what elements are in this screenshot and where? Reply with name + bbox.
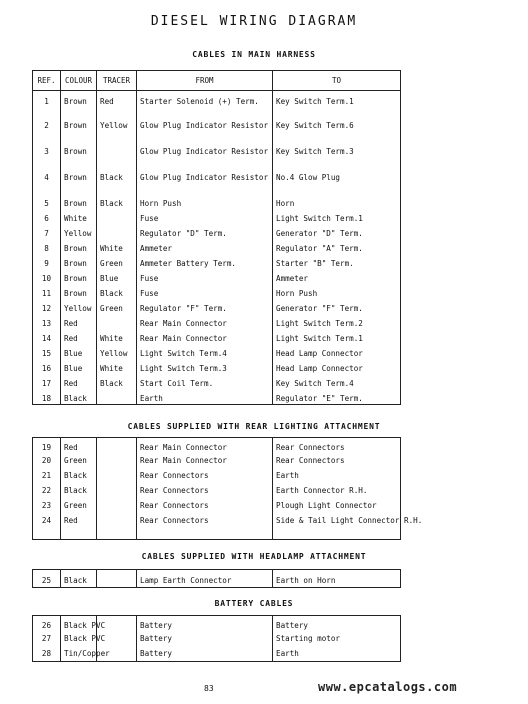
cell-from: Rear Main Connector <box>137 438 273 454</box>
cell-from: Fuse <box>137 270 273 285</box>
cell-ref: 28 <box>33 646 61 661</box>
cell-ref: 8 <box>33 240 61 255</box>
page-title: DIESEL WIRING DIAGRAM <box>150 14 358 29</box>
cell-colour: Blue <box>61 360 97 375</box>
cell-colour: Black PVC <box>61 631 97 646</box>
cell-from: Rear Connectors <box>137 468 273 483</box>
cell-to: Rear Connectors <box>273 453 401 468</box>
cell-colour: Brown <box>61 91 97 117</box>
cell-to: Head Lamp Connector <box>273 345 401 360</box>
table-row <box>33 285 401 300</box>
cell-colour: Brown <box>61 285 97 300</box>
section-heading-rear-lighting: CABLES SUPPLIED WITH REAR LIGHTING ATTACHMENT <box>127 422 381 431</box>
cell-to: Earth on Horn <box>273 570 401 588</box>
cell-to: Key Switch Term.3 <box>273 143 401 169</box>
cell-colour: Blue <box>61 345 97 360</box>
table-row <box>33 210 401 225</box>
cell-from: Battery <box>137 631 273 646</box>
cell-tracer: Black <box>97 375 137 390</box>
cell-from: Glow Plug Indicator Resistor <box>137 143 273 169</box>
cell-ref: 7 <box>33 225 61 240</box>
table-row <box>33 570 401 588</box>
cell-colour: Brown <box>61 270 97 285</box>
cell-tracer <box>97 315 137 330</box>
cell-to: Starting motor <box>273 631 401 646</box>
cell-ref: 16 <box>33 360 61 375</box>
cell-to: Generator "D" Term. <box>273 225 401 240</box>
cell-ref: 3 <box>33 143 61 169</box>
cell-tracer: Green <box>97 255 137 270</box>
cell-tracer: Blue <box>97 270 137 285</box>
cell-ref: 24 <box>33 513 61 539</box>
table-row <box>33 375 401 390</box>
cell-from: Rear Connectors <box>137 513 273 539</box>
cell-colour: Brown <box>61 143 97 169</box>
cell-to: Plough Light Connector <box>273 498 401 513</box>
cell-tracer: Red <box>97 91 137 117</box>
section-heading-main-harness: CABLES IN MAIN HARNESS <box>192 50 316 59</box>
cell-from: Battery <box>137 616 273 632</box>
cell-from: Fuse <box>137 285 273 300</box>
cell-tracer: Black <box>97 285 137 300</box>
cell-ref: 23 <box>33 498 61 513</box>
cell-to: Horn <box>273 195 401 210</box>
cell-from: Battery <box>137 646 273 661</box>
watermark-url: www.epcatalogs.com <box>318 680 458 694</box>
table-row <box>33 169 401 195</box>
cell-tracer: Yellow <box>97 117 137 143</box>
cell-from: Horn Push <box>137 195 273 210</box>
cell-to: Battery <box>273 616 401 632</box>
cell-to: Light Switch Term.1 <box>273 210 401 225</box>
cell-tracer: Green <box>97 300 137 315</box>
cell-tracer <box>97 225 137 240</box>
cell-tracer: White <box>97 360 137 375</box>
cell-from: Lamp Earth Connector <box>137 570 273 588</box>
table-row <box>33 240 401 255</box>
cell-tracer: White <box>97 330 137 345</box>
table-row <box>33 390 401 405</box>
cell-colour: Tin/Copper <box>61 646 97 661</box>
cell-colour: Brown <box>61 195 97 210</box>
header-ref: REF. <box>33 71 61 91</box>
table-row <box>33 330 401 345</box>
cell-tracer: White <box>97 240 137 255</box>
cell-to: Earth Connector R.H. <box>273 483 401 498</box>
cell-ref: 2 <box>33 117 61 143</box>
cell-colour: Green <box>61 498 97 513</box>
cell-colour: Black <box>61 570 97 588</box>
cell-tracer <box>97 498 137 513</box>
cell-to: Horn Push <box>273 285 401 300</box>
section-heading-headlamp: CABLES SUPPLIED WITH HEADLAMP ATTACHMENT <box>141 552 367 561</box>
cell-ref: 4 <box>33 169 61 195</box>
cell-ref: 22 <box>33 483 61 498</box>
table-row <box>33 646 401 661</box>
table-row <box>33 300 401 315</box>
cell-tracer: Black <box>97 169 137 195</box>
cell-to: Earth <box>273 646 401 661</box>
cell-to: Side & Tail Light Connector R.H. <box>273 513 401 539</box>
table-row <box>33 453 401 468</box>
cell-ref: 27 <box>33 631 61 646</box>
cell-to: Earth <box>273 468 401 483</box>
table-row <box>33 255 401 270</box>
cell-ref: 18 <box>33 390 61 405</box>
cell-colour: Red <box>61 330 97 345</box>
cell-from: Rear Main Connector <box>137 315 273 330</box>
table-row <box>33 315 401 330</box>
cell-to: Regulator "A" Term. <box>273 240 401 255</box>
table-header-row <box>33 71 401 91</box>
cell-tracer: Black <box>97 195 137 210</box>
page-number: 83 <box>204 684 214 693</box>
cell-colour: White <box>61 210 97 225</box>
cell-tracer: Yellow <box>97 345 137 360</box>
cell-from: Glow Plug Indicator Resistor <box>137 117 273 143</box>
cell-tracer <box>97 453 137 468</box>
cell-from: Regulator "D" Term. <box>137 225 273 240</box>
table-row <box>33 513 401 539</box>
cell-colour: Black <box>61 468 97 483</box>
cell-to: Starter "B" Term. <box>273 255 401 270</box>
cell-ref: 10 <box>33 270 61 285</box>
cell-ref: 26 <box>33 616 61 632</box>
cell-from: Rear Connectors <box>137 498 273 513</box>
cell-tracer <box>97 483 137 498</box>
cell-from: Rear Main Connector <box>137 330 273 345</box>
section-heading-battery: BATTERY CABLES <box>214 599 294 608</box>
cell-ref: 17 <box>33 375 61 390</box>
main-harness-table <box>32 70 401 405</box>
cell-colour: Brown <box>61 255 97 270</box>
cell-from: Rear Main Connector <box>137 453 273 468</box>
cell-from: Light Switch Term.3 <box>137 360 273 375</box>
table-row <box>33 498 401 513</box>
cell-to: Key Switch Term.1 <box>273 91 401 117</box>
header-tracer: TRACER <box>97 71 137 91</box>
cell-colour: Red <box>61 315 97 330</box>
cell-colour: Brown <box>61 240 97 255</box>
cell-from: Light Switch Term.4 <box>137 345 273 360</box>
cell-tracer <box>97 143 137 169</box>
cell-colour: Black PVC <box>61 616 97 632</box>
table-row <box>33 438 401 454</box>
cell-ref: 14 <box>33 330 61 345</box>
cell-from: Fuse <box>137 210 273 225</box>
battery-table <box>32 615 401 662</box>
rear-lighting-table <box>32 437 423 540</box>
cell-colour: Yellow <box>61 225 97 240</box>
cell-to: Ammeter <box>273 270 401 285</box>
cell-tracer <box>97 468 137 483</box>
cell-from: Glow Plug Indicator Resistor <box>137 169 273 195</box>
cell-from: Start Coil Term. <box>137 375 273 390</box>
cell-tracer <box>97 210 137 225</box>
cell-ref: 15 <box>33 345 61 360</box>
table-row <box>33 143 401 169</box>
cell-tracer <box>97 438 137 454</box>
cell-colour: Brown <box>61 117 97 143</box>
cell-tracer <box>97 513 137 539</box>
cell-to: Generator "F" Term. <box>273 300 401 315</box>
header-colour: COLOUR <box>61 71 97 91</box>
cell-colour: Black <box>61 390 97 405</box>
cell-from: Ammeter <box>137 240 273 255</box>
table-row <box>33 91 401 117</box>
cell-to: Key Switch Term.6 <box>273 117 401 143</box>
cell-to: Regulator "E" Term. <box>273 390 401 405</box>
header-to: TO <box>273 71 401 91</box>
table-row <box>33 270 401 285</box>
cell-tracer <box>97 570 137 588</box>
cell-colour: Green <box>61 453 97 468</box>
cell-colour: Black <box>61 483 97 498</box>
cell-from: Earth <box>137 390 273 405</box>
header-from: FROM <box>137 71 273 91</box>
cell-ref: 11 <box>33 285 61 300</box>
cell-colour: Brown <box>61 169 97 195</box>
cell-to: No.4 Glow Plug <box>273 169 401 195</box>
cell-from: Ammeter Battery Term. <box>137 255 273 270</box>
table-row <box>33 360 401 375</box>
table-row <box>33 225 401 240</box>
table-row <box>33 195 401 210</box>
cell-tracer <box>97 390 137 405</box>
cell-ref: 12 <box>33 300 61 315</box>
cell-ref: 19 <box>33 438 61 454</box>
cell-ref: 1 <box>33 91 61 117</box>
table-row <box>33 631 401 646</box>
cell-ref: 20 <box>33 453 61 468</box>
cell-colour: Red <box>61 438 97 454</box>
table-row <box>33 616 401 632</box>
headlamp-table <box>32 569 401 588</box>
cell-ref: 21 <box>33 468 61 483</box>
cell-to: Light Switch Term.2 <box>273 315 401 330</box>
cell-ref: 13 <box>33 315 61 330</box>
cell-ref: 5 <box>33 195 61 210</box>
cell-colour: Red <box>61 375 97 390</box>
table-row <box>33 483 401 498</box>
table-row <box>33 117 401 143</box>
cell-ref: 6 <box>33 210 61 225</box>
cell-ref: 25 <box>33 570 61 588</box>
cell-from: Regulator "F" Term. <box>137 300 273 315</box>
cell-colour: Red <box>61 513 97 539</box>
cell-to: Rear Connectors <box>273 438 401 454</box>
table-row <box>33 468 401 483</box>
table-row <box>33 345 401 360</box>
cell-to: Key Switch Term.4 <box>273 375 401 390</box>
cell-to: Head Lamp Connector <box>273 360 401 375</box>
cell-colour: Yellow <box>61 300 97 315</box>
cell-from: Rear Connectors <box>137 483 273 498</box>
cell-to: Light Switch Term.1 <box>273 330 401 345</box>
cell-from: Starter Solenoid (+) Term. <box>137 91 273 117</box>
cell-ref: 9 <box>33 255 61 270</box>
